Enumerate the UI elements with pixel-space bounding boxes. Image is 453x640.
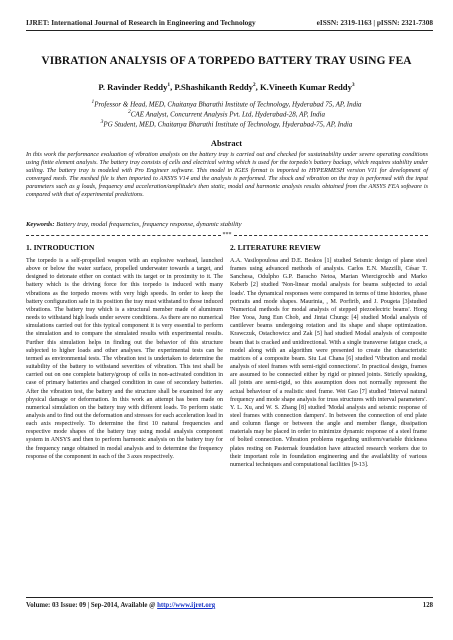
affiliation-1-sup: 1 bbox=[91, 99, 95, 105]
abstract-heading: Abstract bbox=[210, 139, 243, 148]
affiliation-2 bbox=[0, 109, 453, 118]
literature-review-text: A.A. Vasilopoulosa and D.E. Beskos [1] studied Seismic design of plane steel frames using advanced methods of analysis. Carlos E.N. Mazzilli, César T. Sanchesa, Odulpho G.P. Baracho Netoa, Marian Wiercigrochb and Marko Keberb [2] studied 'Non-linear modal analysis for beams subjected to axial loads'. The dynamical responses were compared in terms of time histories, phase portraits and mode shapes. Maurinia, , M. Porfirib, and J. Pougeta [3]studied 'Numerical methods for modal analysis of stepped piezoelectric beams'. Hong Hee Yooa, Jung Eun Chob, and Jintai Chungc [4] studied Modal analysis of cantilever beams undergoing rotation and its shape and shape optimization. Krawczuk, Ostachowicz and Zak [5] had studied Modal analysis of composite beam that is cracked and unidirectional. With a single transverse fatigue crack, a model along with an algorithm were presented to create the characteristic matrices of a composite beam. Siu Lai Chana [6] studied 'Vibration and modal analysis of steel frames with semi-rigid connections'. In practical design, frames are assumed to be connected either by rigid or pinned joints. Strictly speaking, all joints are semi-rigid, so this assumption does not normally represent the actual behaviour of a realistic steel frame. Wei Gao [7] studied 'Interval natural frequency and mode shape analysis for truss structures with interval parameters'. Y. L. Xu, and W. S. Zhang [8] studied 'Modal analysis and seismic response of steel frames with connection dampers'. In between the connection of end plate and column flange or between the angle and member flange, dissipation materials may be placed in order to minimize dynamic response of a steel frame of bolted connection. Vibration problems regarding uniform/variable thickness plates resting on Pasternak foundation have attracted research workers due to their important role in foundation engineering and the availability of various numerical techniques and computational facilities [9-13]. bbox=[230, 258, 427, 468]
header-rule bbox=[26, 30, 433, 31]
affiliation-3-text: PG Student, MED, Chaitanya Bharathi Institute of Technology, Hyderabad-75, AP, India bbox=[103, 120, 353, 129]
footer-rule bbox=[26, 597, 433, 598]
journal-website-link[interactable]: http://www.ijret.org bbox=[157, 602, 216, 609]
separator-stars: *** bbox=[222, 232, 232, 238]
literature-review-heading: 2. LITERATURE REVIEW bbox=[230, 243, 321, 252]
author-2: P.Shashikanth Reddy bbox=[174, 82, 253, 92]
affiliation-2-sup: 2 bbox=[128, 109, 131, 115]
section-separator bbox=[26, 232, 428, 239]
affiliation-1 bbox=[0, 99, 453, 108]
introduction-text: The torpedo is a self-propelled weapon with an explosive warhead, launched above or below the water surface, propelled underwater towards a target, and designed to detonate either on contact with its target or in proximity to it. The battery which is the driving force for this torpedo is induced with many vibrations as the torpedo moves with very high speeds. In order to keep the battery configuration safe in its position the tray must withstand to those induced vibrations. The battery tray which is a structural member made of aluminum needs to withstand high loads under severe conditions. As there are no numerical simulations carried out for this typical component it is very essential to perform the simulation and to compare the simulated results with experimental results. Further this simulation helps in finding out the behavior of this structure subjected to higher loads and other analyses. The experimental tests can be termed as environmental tests. The vibration test is undertaken to determine the suitability of the battery to withstand severities of vibration. This test shall be carried out on one complete battery/group of cells in non-activated condition in case of primary batteries and charged condition in case of secondary batteries. After the vibration test, the battery and the structure shall be examined for any physical damage or deformation. In this work an attempt has been made on numerical simulation on the battery tray with different loads. To perform static analysis and to find out the deformation and stresses for each acceleration load in each axis respectively. To determine the first 10 natural frequencies and respective mode shapes of the battery tray using modal analysis component system in ANSYS and then to perform harmonic analysis on the battery tray for the frequency range obtained in modal analysis and to determine the frequency response of the component in each of the 3 axes respectively. bbox=[26, 258, 223, 460]
paper-title: VIBRATION ANALYSIS OF A TORPEDO BATTERY TRAY USING FEA bbox=[41, 55, 412, 67]
author-3: K.Vineeth Kumar Reddy bbox=[259, 82, 352, 92]
author-separator: , bbox=[255, 82, 260, 92]
abstract-text: In this work the performance evaluation of vibration analysis on the battery tray is carried out and checked for sustainability under severe operating conditions using finite element analysis. The battery tray consists of cells and electrical wiring which is used for the torpedo's battery backup, which requires stability under sailing. The battery tray is modeled with Pro Engineer software. This model in IGES format is imported to HYPERMESH version V11 for development of converged mesh. The meshed file is then imported to ANSYS V14 and the analysis is performed. The shock and vibration on the tray is performed with the input parameters such as g loads, frequency and acceleration/amplitude's then static, modal and harmonic analysis results obtained from the ANSYS FEA software is compared with that of experimental predictions. bbox=[26, 152, 428, 199]
right-column bbox=[230, 243, 427, 469]
footer-volume-text: Volume: 03 Issue: 09 | Sep-2014, Available @ bbox=[26, 602, 158, 609]
left-column bbox=[26, 243, 223, 461]
keywords-label: Keywords: bbox=[26, 221, 55, 228]
affiliation-1-text: Professor & Head, MED, Chaitanya Bharathi Institute of Technology, Hyderabad 75, AP, India bbox=[94, 100, 362, 109]
affiliation-2-text: CAE Analyst, Concurrent Analysis Pvt. Ltd, Hyderabad-28, AP, India bbox=[130, 110, 325, 119]
author-1-sup: 1 bbox=[167, 82, 171, 89]
keywords bbox=[26, 221, 428, 228]
author-3-sup: 3 bbox=[351, 82, 355, 89]
running-header bbox=[26, 18, 433, 27]
separator-dash-left bbox=[26, 235, 221, 236]
affiliation-3-sup: 3 bbox=[100, 119, 104, 125]
issn-numbers: eISSN: 2319-1163 | pISSN: 2321-7308 bbox=[316, 18, 433, 27]
author-separator: , bbox=[170, 82, 175, 92]
journal-name: IJRET: International Journal of Research in Engineering and Technology bbox=[26, 18, 256, 27]
running-footer bbox=[26, 602, 433, 609]
author-line bbox=[0, 82, 453, 92]
separator-dash-right bbox=[234, 235, 429, 236]
footer-volume bbox=[26, 602, 215, 609]
author-2-sup: 2 bbox=[252, 82, 256, 89]
author-1: P. Ravinder Reddy bbox=[98, 82, 168, 92]
keywords-text: Battery tray, modal frequencies, frequency response, dynamic stability bbox=[54, 221, 242, 228]
page-number: 128 bbox=[422, 602, 433, 609]
affiliation-3 bbox=[0, 119, 453, 128]
introduction-heading: 1. INTRODUCTION bbox=[26, 243, 95, 252]
